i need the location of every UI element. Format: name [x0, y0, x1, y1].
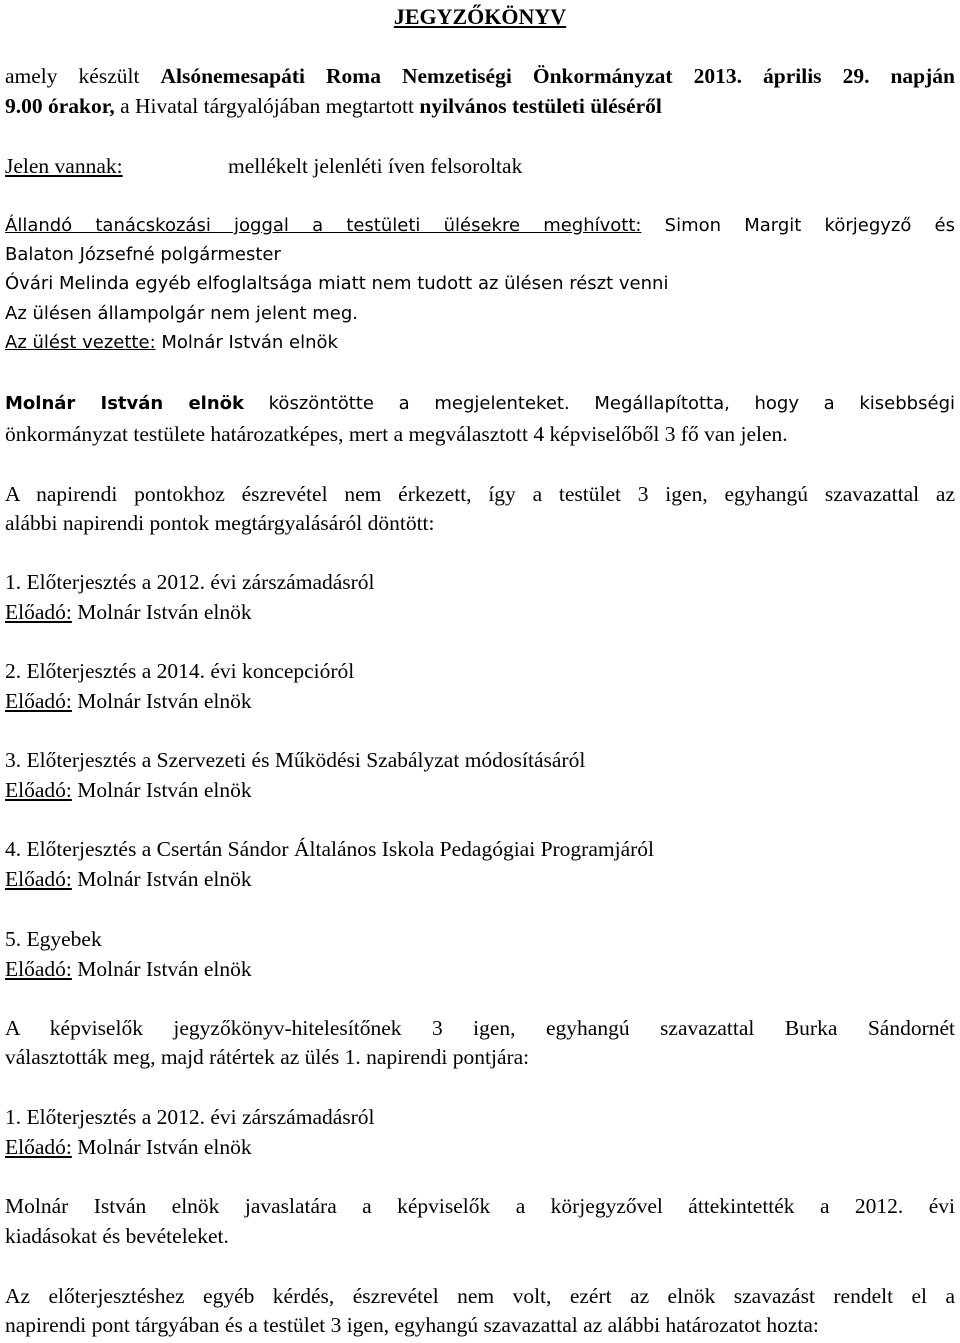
authenticator-line-2: választották meg, majd rátértek az ülés 1. napirendi pontjára:	[5, 1045, 530, 1069]
agenda-item-1-title: 1. Előterjesztés a 2012. évi zárszámadásról	[5, 570, 375, 594]
chair-label: Az ülést vezette:	[5, 332, 156, 353]
agenda-item-4-title: 4. Előterjesztés a Csertán Sándor Általános Iskola Pedagógiai Programjáról	[5, 837, 655, 861]
invited-line-1	[5, 211, 955, 241]
intro-time: 9.00 órakor,	[5, 94, 115, 118]
agenda-intro-line-2: alábbi napirendi pontok megtárgyalásáról döntött:	[5, 511, 435, 535]
quorum-line-2: önkormányzat testülete határozatképes, mert a megválasztott 4 képviselőből 3 fő van jelen.	[5, 422, 788, 446]
invited-line-2: Balaton Józsefné polgármester	[5, 244, 281, 265]
absent-note: Óvári Melinda egyéb elfoglaltsága miatt nem tudott az ülésen részt venni	[5, 273, 669, 294]
invited-label: Állandó tanácskozási joggal a testületi ülésekre meghívott:	[5, 215, 642, 236]
intro-line-2: 9.00 órakor, a Hivatal tárgyalójában megtartott nyilvános testületi üléséről	[5, 94, 662, 118]
agenda-item-5-presenter: Előadó: Molnár István elnök	[5, 957, 252, 981]
attendance-label: Jelen vannak:	[5, 154, 123, 178]
intro-organization: Alsónemesapáti Roma Nemzetiségi Önkormányzat 2013. április 29. napján	[160, 64, 955, 88]
chair-name-bold: Molnár István elnök	[5, 393, 244, 414]
agenda-item-3-title: 3. Előterjesztés a Szervezeti és Működési Szabályzat módosításáról	[5, 748, 586, 772]
intro-meeting-type: nyilvános testületi üléséről	[419, 94, 662, 118]
agenda-item-4-presenter: Előadó: Molnár István elnök	[5, 867, 252, 891]
agenda-item-2-title: 2. Előterjesztés a 2014. évi koncepcióról	[5, 659, 355, 683]
item-1-repeat-title: 1. Előterjesztés a 2012. évi zárszámadásról	[5, 1105, 375, 1129]
quorum-line-1: Molnár István elnök köszöntötte a megjelenteket. Megállapította, hogy a kisebbségi	[5, 393, 955, 414]
item-1-repeat-presenter: Előadó: Molnár István elnök	[5, 1135, 252, 1159]
vote-line-1: Az előterjesztéshez egyéb kérdés, észrevétel nem volt, ezért az elnök szavazást rendelt el a	[5, 1284, 955, 1308]
agenda-item-3-presenter: Előadó: Molnár István elnök	[5, 778, 252, 802]
attendance-value: mellékelt jelenléti íven felsoroltak	[228, 154, 523, 178]
invited-value: Simon Margit körjegyző és	[641, 215, 955, 236]
intro-line-1: amely készült Alsónemesapáti Roma Nemzetiségi Önkormányzat 2013. április 29. napján	[5, 64, 955, 88]
agenda-item-2-presenter: Előadó: Molnár István elnök	[5, 689, 252, 713]
chair-line	[5, 328, 955, 358]
chair-value: Molnár István elnök	[155, 332, 338, 353]
agenda-intro-line-1: A napirendi pontokhoz észrevétel nem érkezett, így a testület 3 igen, egyhangú szavazattal az	[5, 482, 955, 506]
review-line-1: Molnár István elnök javaslatára a képviselők a körjegyzővel áttekintették a 2012. évi	[5, 1194, 955, 1218]
document-title: JEGYZŐKÖNYV	[393, 4, 567, 29]
agenda-item-5-title: 5. Egyebek	[5, 927, 102, 951]
authenticator-line-1: A képviselők jegyzőkönyv-hitelesítőnek 3 igen, egyhangú szavazattal Burka Sándornét	[5, 1016, 955, 1040]
review-line-2: kiadásokat és bevételeket.	[5, 1224, 229, 1248]
no-citizens-note: Az ülésen állampolgár nem jelent meg.	[5, 303, 358, 324]
agenda-item-1-presenter: Előadó: Molnár István elnök	[5, 600, 252, 624]
vote-line-2: napirendi pont tárgyában és a testület 3 igen, egyhangú szavazattal az alábbi határozatot hozta:	[5, 1313, 819, 1337]
